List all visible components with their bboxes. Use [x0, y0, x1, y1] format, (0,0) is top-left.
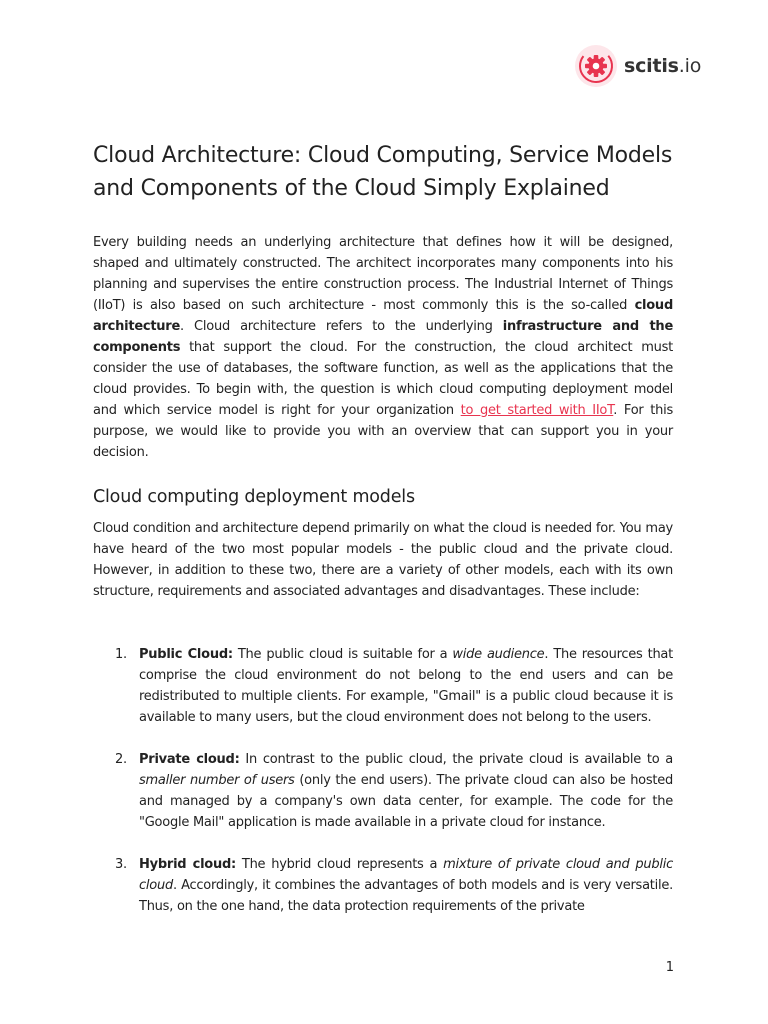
- list-item: 2. Private cloud: In contrast to the public cloud, the private cloud is available to a smaller number of users (only the end users). The private cloud can also be hosted and managed by a company's own data center, for example. The code for the "Google Mail" application is made available in a private cloud for instance.: [93, 749, 673, 833]
- page-number: 1: [665, 960, 674, 975]
- list-item: 1. Public Cloud: The public cloud is suitable for a wide audience. The resources that comprise the cloud environment do not belong to the end users and can be redistributed to multiple clients. For example, "Gmail" is a public cloud because it is available to many users, but the cloud environment does not belong to the users.: [93, 644, 673, 728]
- section-intro-paragraph: Cloud condition and architecture depend primarily on what the cloud is needed for. You may have heard of the two most popular models - the public cloud and the private cloud. However, in addition to these two, there are a variety of other models, each with its own structure, requirements and associated advantages and disadvantages. These include:: [93, 521, 673, 599]
- deployment-model-list: [93, 644, 673, 938]
- list-number: 3.: [115, 857, 127, 872]
- list-number: 2.: [115, 752, 127, 767]
- list-item-label: Hybrid cloud:: [139, 857, 236, 872]
- section-heading: Cloud computing deployment models: [93, 487, 415, 507]
- gear-icon: [574, 44, 618, 88]
- list-item: 3. Hybrid cloud: The hybrid cloud represents a mixture of private cloud and public cloud. Accordingly, it combines the advantages of both models and is very versatile. Thus, on the one hand, the data protection requirements of the private: [93, 854, 673, 917]
- list-item-label: Private cloud:: [139, 752, 240, 767]
- brand-name: scitis.io: [624, 55, 702, 77]
- get-started-iiot-link[interactable]: to get started with IIoT: [460, 403, 614, 418]
- list-number: 1.: [115, 647, 127, 662]
- bold-term: infrastructure and the components: [93, 319, 674, 355]
- bold-term: cloud architecture: [93, 298, 673, 334]
- brand-logo: [574, 44, 701, 88]
- list-item-label: Public Cloud:: [139, 647, 233, 662]
- intro-paragraph: Every building needs an underlying architecture that defines how it will be designed, shaped and ultimately constructed. The architect incorporates many components into his planning and supervises the entire construction process. The Industrial Internet of Things (IIoT) is also based on such architecture - most commonly this is the so-called cloud architecture. Cloud architecture refers to the underlying infrastructure and the components that support the cloud. For the construction, the cloud architect must consider the use of databases, the software function, as well as the applications that the cloud provides. To begin with, the question is which cloud computing deployment model and which service model is right for your organization to get started with IIoT. For this purpose, we would like to provide you with an overview that can support you in your decision.: [93, 235, 674, 460]
- page-title: Cloud Architecture: Cloud Computing, Service Models and Components of the Cloud Simply Explained: [93, 143, 673, 201]
